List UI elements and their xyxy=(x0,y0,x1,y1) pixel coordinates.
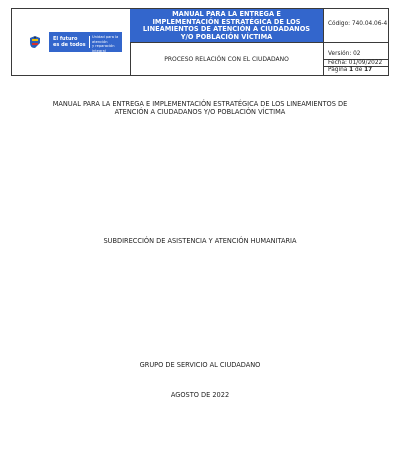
process-name: PROCESO RELACIÓN CON EL CIUDADANO xyxy=(130,42,323,75)
organization-logo xyxy=(19,32,122,57)
header-title-line1: MANUAL PARA LA ENTREGA E xyxy=(172,10,281,18)
header-title-line4: Y/O POBLACIÓN VÍCTIMA xyxy=(180,32,273,41)
logo-subtext-line2: y reparación integral xyxy=(92,44,115,53)
logo-subtext xyxy=(92,35,122,58)
header-title xyxy=(130,9,323,42)
logo-crest-area xyxy=(19,32,49,52)
meta-divider-1 xyxy=(324,42,388,43)
logo-subtext-line3: a las víctimas xyxy=(92,53,117,57)
document-date: Fecha: 01/09/2022 xyxy=(328,60,383,66)
logo-wordmark xyxy=(53,36,89,48)
page-mid: de xyxy=(355,67,363,73)
fecha-text: AGOSTO DE 2022 xyxy=(170,391,230,399)
grupo-text: GRUPO DE SERVICIO AL CIUDADANO xyxy=(139,361,261,369)
logo-subtext-line1: Unidad para la atención xyxy=(92,35,119,44)
page-indicator xyxy=(328,67,372,73)
document-version: Versión: 02 xyxy=(328,51,361,57)
page-current: 1 xyxy=(349,67,354,73)
logo-text-line1: El futuro xyxy=(53,36,78,42)
page-prefix: Página xyxy=(328,67,348,73)
logo-text-line2: es de todos xyxy=(53,42,86,48)
logo-divider xyxy=(89,36,90,48)
logo-cell xyxy=(12,9,130,75)
coat-of-arms-icon xyxy=(28,35,42,49)
document-title xyxy=(20,100,380,117)
header-title-line3: LINEAMIENTOS DE ATENCIÓN A CIUDADANOS xyxy=(142,25,311,34)
page-total: 17 xyxy=(364,67,373,73)
document-title-line2: ATENCIÓN A CIUDADANOS Y/O POBLACIÓN VÍCTIMA xyxy=(114,108,286,117)
header-title-line2: IMPLEMENTACIÓN ESTRATÉGICA DE LOS xyxy=(152,17,301,26)
document-code: Código: 740.04.06-4 xyxy=(328,21,388,27)
document-meta xyxy=(324,9,388,75)
document-title-line1: MANUAL PARA LA ENTREGA E IMPLEMENTACIÓN ESTRATÉGICA DE LOS LINEAMIENTOS DE xyxy=(52,100,348,108)
subdireccion-text: SUBDIRECCIÓN DE ASISTENCIA Y ATENCIÓN HUMANITARIA xyxy=(103,237,297,245)
document-header xyxy=(11,8,389,76)
